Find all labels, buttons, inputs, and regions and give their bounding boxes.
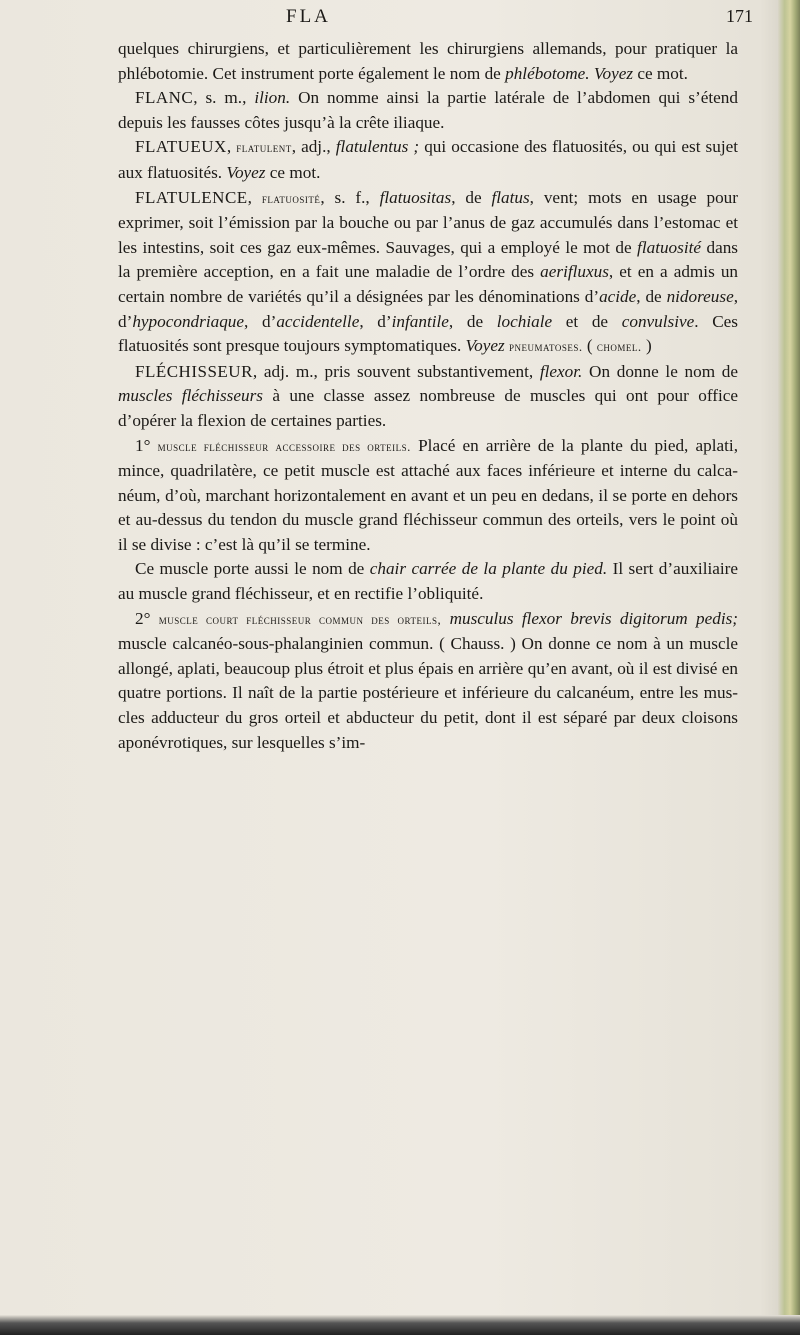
italic-text: flexor. <box>539 361 583 381</box>
headword: FLATUEUX <box>135 137 227 157</box>
small-caps-text: pneumatoses. <box>508 339 583 355</box>
headword: FLANC <box>135 88 194 108</box>
text-run: , d’ <box>359 311 392 331</box>
running-head: FLA <box>286 6 331 27</box>
italic-text: chair carrée de la plante du pied. <box>369 559 608 579</box>
text-run: 1° <box>135 435 158 455</box>
small-caps-text: muscle court fléchisseur commun des orteils, <box>158 611 442 627</box>
italic-text: Voyez <box>226 162 266 182</box>
text-run: On nomme ainsi la partie latérale de l’abdomen qui s’étend depuis les fausses côtes jusqu’à la crête iliaque. <box>118 88 738 132</box>
subentry-flechisseur-accessoire <box>118 434 738 558</box>
entry-flatueux <box>118 135 738 185</box>
page-header <box>0 6 780 36</box>
italic-text: hypocondriaque <box>132 311 245 331</box>
text-run: Placé en arrière de la plante du pied, aplati, mince, quadrilatère, ce petit muscle est attaché aux faces inférieure et interne du calcanéum, d’où, marchant horizontalement en avant et un peu en dedans, il se porte en dehors et au-dessus du tendon du muscle grand fléchisseur commun des orteils, vers le point où il se divise : c’est là qu’il se termine. <box>118 435 738 554</box>
italic-text: flatuosité <box>637 237 702 257</box>
small-caps-text: muscle fléchisseur accessoire des orteils. <box>157 438 411 454</box>
text-run: , d’ <box>118 286 739 331</box>
headword: FLÉCHISSEUR <box>135 361 253 381</box>
italic-text: muscles fléchisseurs <box>118 386 263 406</box>
text-run <box>441 609 449 628</box>
subentry-court-flechisseur <box>118 607 738 756</box>
small-caps-text: flatulent <box>236 140 292 156</box>
text-run: qui occasione des flatuosités, ou qui est sujet aux flatuosités. <box>118 137 739 182</box>
page-edge-right <box>778 0 800 1335</box>
italic-text: Voyez <box>465 336 505 356</box>
italic-text: convulsive <box>621 311 695 331</box>
text-run: , vent; mots en usage pour exprimer, soit l’émission par la bouche ou par l’anus de gaz accumulés dans l’estomac et les intestins, soit ces gaz eux-mêmes. Sauvages, qui a employé le mot de <box>118 187 738 257</box>
text-run: , de <box>448 311 497 331</box>
small-caps-text: chomel. <box>596 339 642 355</box>
text-run: ce mot. <box>633 63 688 83</box>
text-run: et de <box>552 311 622 331</box>
text-run: ) <box>641 336 652 356</box>
text-run: 2° <box>135 608 159 628</box>
text-run: , s. m., <box>193 88 255 108</box>
italic-text: accidentelle <box>276 311 360 331</box>
text-run: , de <box>636 286 667 306</box>
headword: FLATULENCE <box>135 187 248 207</box>
text-run: ( <box>582 336 597 356</box>
page-edge-bottom <box>0 1315 800 1335</box>
italic-text: infantile <box>391 311 449 331</box>
text-run: , de <box>451 187 492 207</box>
entry-flechisseur <box>118 360 738 434</box>
subentry-paragraph <box>118 557 738 606</box>
text-run: ce mot. <box>265 162 321 182</box>
italic-text: flatulentus ; <box>335 137 420 157</box>
entry-flatulence <box>118 186 738 360</box>
text-run: , <box>247 187 262 207</box>
italic-text: musculus flexor brevis digitorum pedis; <box>449 608 739 628</box>
text-run: , <box>226 137 237 157</box>
italic-text: aerifluxus <box>540 262 609 282</box>
italic-text: acide <box>599 286 637 306</box>
small-caps-text: flatuosité <box>261 190 321 206</box>
text-run: muscle calcanéo-sous-phalanginien commun. ( Chauss. ) On donne ce nom à un muscle allongé, aplati, beaucoup plus étroit et plus épais en arrière qu’en avant, où il est divisé en quatre portions. Il naît de la partie postérieure et inférieure du calcanéum, entre les muscles adducteur du gros orteil et abducteur du petit, dont il est séparé par deux cloisons aponévrotiques, sur lesquelles s’im- <box>118 634 738 752</box>
text-run: . Ces flatuosités sont presque toujours symptomatiques. <box>118 311 738 356</box>
text-run: , d’ <box>244 311 277 331</box>
italic-text: lochiale <box>496 311 553 331</box>
dictionary-text <box>118 37 738 755</box>
text-run: Il sert d’auxiliaire au muscle grand fléchisseur, et en rectifie l’obliquité. <box>118 559 739 604</box>
text-run: , adj. m., pris souvent substantivement, <box>252 361 540 381</box>
italic-text: ilion. <box>254 88 291 108</box>
italic-text: nidoreuse <box>666 286 734 306</box>
italic-text: Voyez <box>593 63 634 83</box>
text-run: Ce muscle porte aussi le nom de <box>135 559 370 579</box>
text-run: à une classe assez nombreuse de muscles qui ont pour office d’opérer la flexion de certaines parties. <box>118 386 738 430</box>
text-run: dans la première acception, en a fait une maladie de l’ordre des <box>118 237 738 282</box>
text-run: , s. f., <box>320 187 380 207</box>
entry-flanc <box>118 86 738 135</box>
text-run: On donne le nom de <box>582 361 738 381</box>
italic-text: flatus <box>491 187 530 207</box>
text-run: , adj., <box>291 137 336 157</box>
italic-text: flatuositas <box>379 187 452 207</box>
page-number: 171 <box>726 6 753 26</box>
text-run: , et en a admis un certain nombre de variétés qu’il a désignées par les dénominations d’ <box>118 262 739 306</box>
text-run: quelques chirurgiens, et particulièrement les chirurgiens allemands, pour pratiquer la phlébotomie. Cet instrument porte également le nom de <box>118 39 738 83</box>
italic-text: phlébotome. <box>505 63 590 83</box>
paragraph-continuation <box>118 37 738 86</box>
